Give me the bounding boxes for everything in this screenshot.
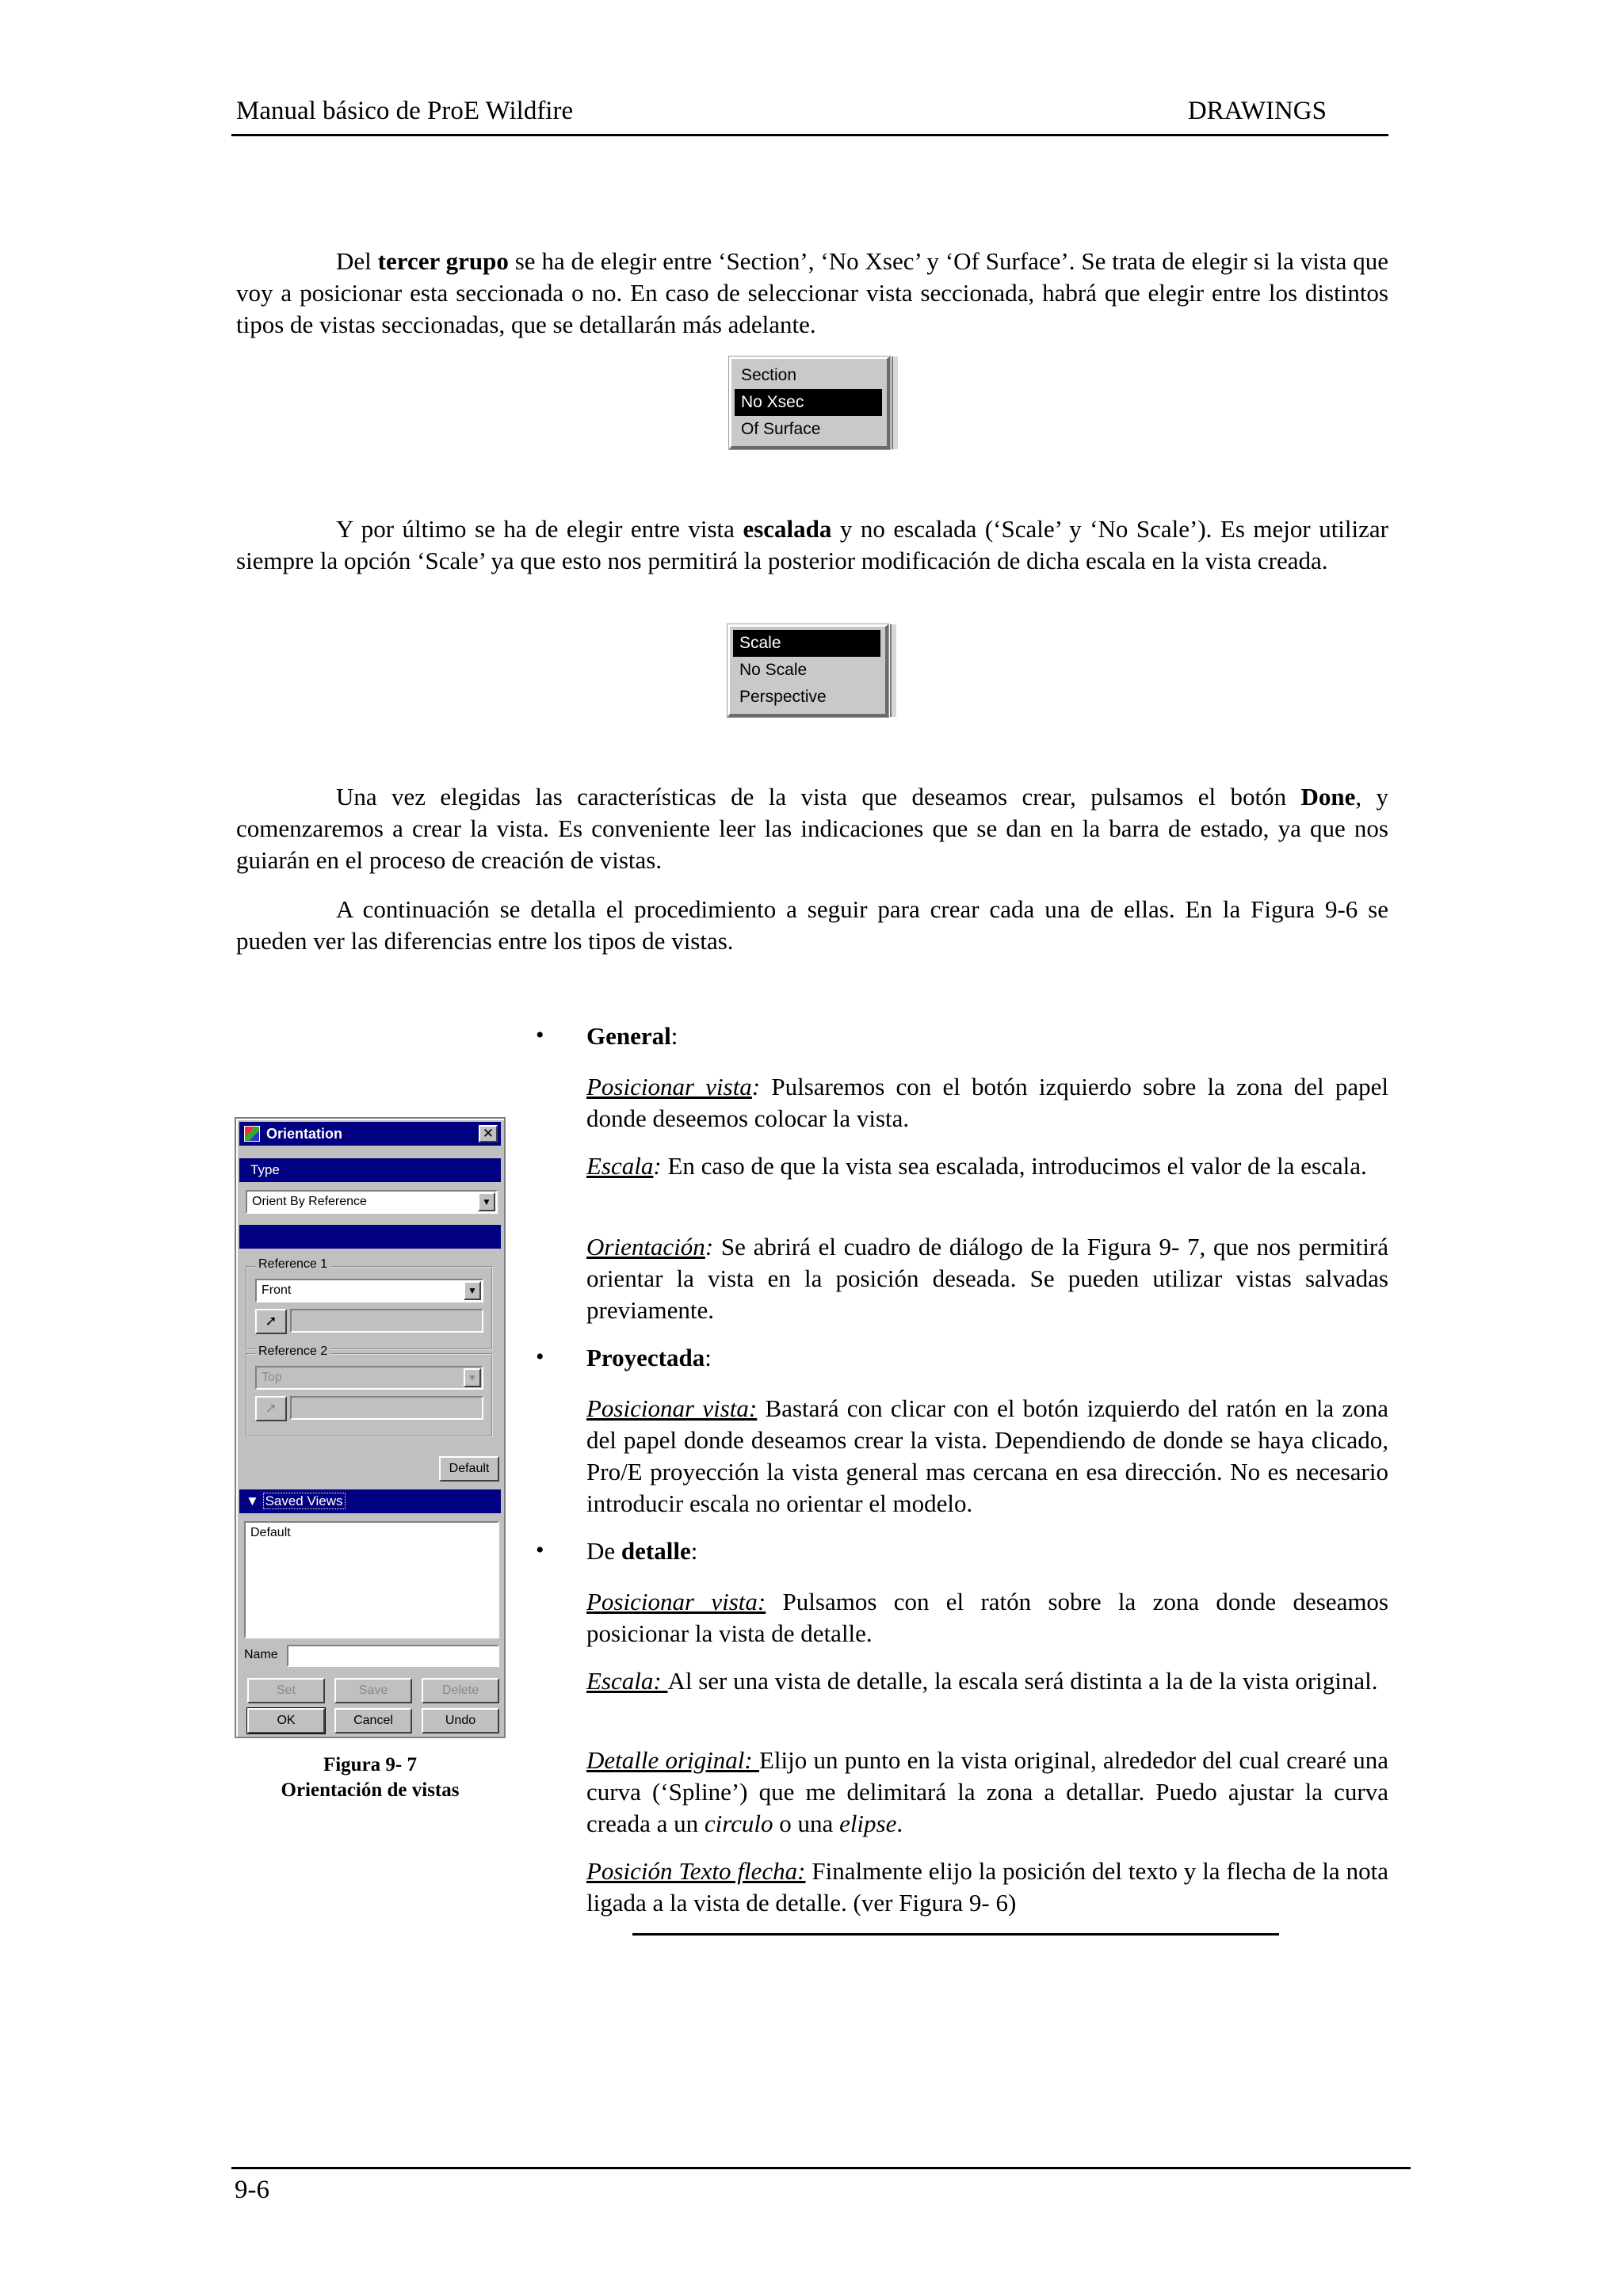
chevron-down-icon[interactable]: ▼ (478, 1192, 495, 1211)
header-section: DRAWINGS (1187, 97, 1327, 125)
bullet-proyectada: • (536, 1344, 544, 1370)
default-button[interactable]: Default (439, 1456, 499, 1482)
menu-item-no-xsec[interactable]: No Xsec (735, 389, 882, 416)
figure-caption (235, 1753, 506, 1803)
reference-1-group (246, 1257, 493, 1350)
heading-general: General: (586, 1022, 678, 1050)
orientation-dialog (235, 1117, 506, 1738)
ok-button[interactable]: OK (247, 1708, 325, 1733)
list-item[interactable]: Default (250, 1526, 291, 1539)
bullet-general: • (536, 1022, 544, 1048)
select-arrow-button[interactable] (255, 1396, 287, 1421)
dialog-titlebar (239, 1122, 501, 1146)
detalle-original: Detalle original: Elijo un punto en la vista original, alrededor del cual crearé una curva (‘Spline’) que me delimitará la zona a detallar. Puedo ajustar la curva creada a un circulo o una elipse. (586, 1746, 1388, 1837)
detalle-posicionar: Posicionar vista: Pulsamos con el ratón sobre la zona donde deseamos posicionar la vista de detalle. (586, 1588, 1388, 1647)
delete-button[interactable]: Delete (422, 1678, 499, 1703)
undo-button[interactable]: Undo (422, 1708, 499, 1733)
paragraph-procedure: A continuación se detalla el procedimiento a seguir para crear cada una de ellas. En la Figura 9-6 se pueden ver las diferencias entre los tipos de vistas. (236, 895, 1388, 955)
triangle-down-icon: ▼ (246, 1493, 259, 1508)
header-title: Manual básico de ProE Wildfire (236, 97, 574, 125)
reference-2-group (246, 1344, 493, 1437)
paragraph-scale: Y por último se ha de elegir entre vista escalada y no escalada (‘Scale’ y ‘No Scale’). Es mejor utilizar siempre la opción ‘Scale’ ya que esto nos permitirá la posterior modificación de dicha escala en la vista creada. (236, 515, 1388, 574)
proyectada-posicionar: Posicionar vista: Bastará con clicar con el botón izquierdo del ratón en la zona del papel donde deseamos crear la vista. Dependiendo de donde se haya clicado, Pro/E proyección la vista general mas cercana en esa dirección. No es necesario introducir escala no orientar el modelo. (586, 1394, 1388, 1517)
heading-proyectada: Proyectada: (586, 1344, 712, 1371)
type-combo-value: Orient By Reference (252, 1195, 367, 1208)
menu-item-section[interactable]: Section (741, 366, 797, 384)
set-button[interactable]: Set (247, 1678, 325, 1703)
reference-2-value: Top (262, 1371, 282, 1384)
detalle-texto-flecha: Posición Texto flecha: Finalmente elijo la posición del texto y la flecha de la nota ligada a la vista de detalle. (ver Figura 9- 6) (586, 1857, 1388, 1917)
saved-views-list[interactable] (244, 1521, 499, 1638)
section-end-rule (632, 1933, 1279, 1936)
cancel-button[interactable]: Cancel (334, 1708, 412, 1733)
saved-views-label: Saved Views (263, 1493, 346, 1509)
saved-views-header[interactable] (239, 1489, 501, 1513)
figure-number: Figura 9- 7 (323, 1754, 418, 1775)
type-section-header: Type (239, 1158, 501, 1182)
menu-item-of-surface[interactable]: Of Surface (741, 420, 821, 438)
chevron-down-icon[interactable]: ▼ (464, 1368, 481, 1387)
reference-1-combo[interactable] (255, 1279, 483, 1302)
page-number: 9-6 (235, 2176, 269, 2204)
scale-menu (727, 624, 888, 717)
menu-scroll-edge (892, 357, 898, 449)
select-arrow-button[interactable] (255, 1309, 287, 1334)
type-combo[interactable] (246, 1190, 498, 1214)
general-escala: Escala: En caso de que la vista sea escalada, introducimos el valor de la escala. (586, 1152, 1367, 1180)
name-label: Name (244, 1648, 278, 1661)
paragraph-done: Una vez elegidas las características de la vista que deseamos crear, pulsamos el botón Done, y comenzaremos a crear la vista. Es conveniente leer las indicaciones que se dan en la barra de estado, ya que nos guiarán en el proceso de creación de vistas. (236, 783, 1389, 874)
reference-2-label: Reference 2 (255, 1344, 330, 1359)
figure-title: Orientación de vistas (281, 1779, 460, 1801)
dialog-title: Orientation (266, 1126, 343, 1142)
bullet-detalle: • (536, 1537, 544, 1563)
close-icon[interactable]: ✕ (479, 1125, 498, 1142)
reference-1-label: Reference 1 (255, 1257, 330, 1272)
menu-scroll-edge (890, 624, 896, 717)
reference-2-selection-field[interactable] (290, 1396, 483, 1420)
section-menu (729, 357, 890, 449)
menu-item-no-scale[interactable]: No Scale (739, 661, 808, 679)
cursor-arrow-icon: ➚ (265, 1400, 277, 1416)
paragraph-third-group: Del tercer grupo se ha de elegir entre ‘Section’, ‘No Xsec’ y ‘Of Surface’. Se trata de elegir si la vista que voy a posicionar esta seccionada o no. En caso de seleccionar vista seccionada, habrá que elegir entre los distintos tipos de vistas seccionadas, que se detallarán más adelante. (236, 247, 1388, 338)
detalle-escala: Escala: Al ser una vista de detalle, la escala será distinta a la de la vista original. (586, 1667, 1378, 1695)
options-section-header (239, 1225, 501, 1249)
name-input[interactable] (287, 1645, 499, 1667)
cursor-arrow-icon: ➚ (265, 1313, 277, 1329)
general-orientacion: Orientación: Se abrirá el cuadro de diálogo de la Figura 9- 7, que nos permitirá orientar la vista en la posición deseada. Se pueden utilizar vistas salvadas previamente. (586, 1233, 1388, 1324)
reference-1-value: Front (262, 1283, 292, 1297)
reference-1-selection-field[interactable] (290, 1309, 483, 1333)
menu-item-scale[interactable]: Scale (733, 630, 880, 657)
heading-detalle: De detalle: (586, 1537, 698, 1565)
reference-2-combo[interactable] (255, 1366, 483, 1390)
general-posicionar: Posicionar vista: Pulsaremos con el botón izquierdo sobre la zona del papel donde deseemos colocar la vista. (586, 1073, 1388, 1132)
page-footer (231, 2167, 1411, 2204)
chevron-down-icon[interactable]: ▼ (464, 1281, 481, 1300)
app-icon (244, 1126, 260, 1142)
menu-item-perspective[interactable]: Perspective (739, 688, 827, 706)
save-button[interactable]: Save (334, 1678, 412, 1703)
page-header (231, 97, 1388, 136)
